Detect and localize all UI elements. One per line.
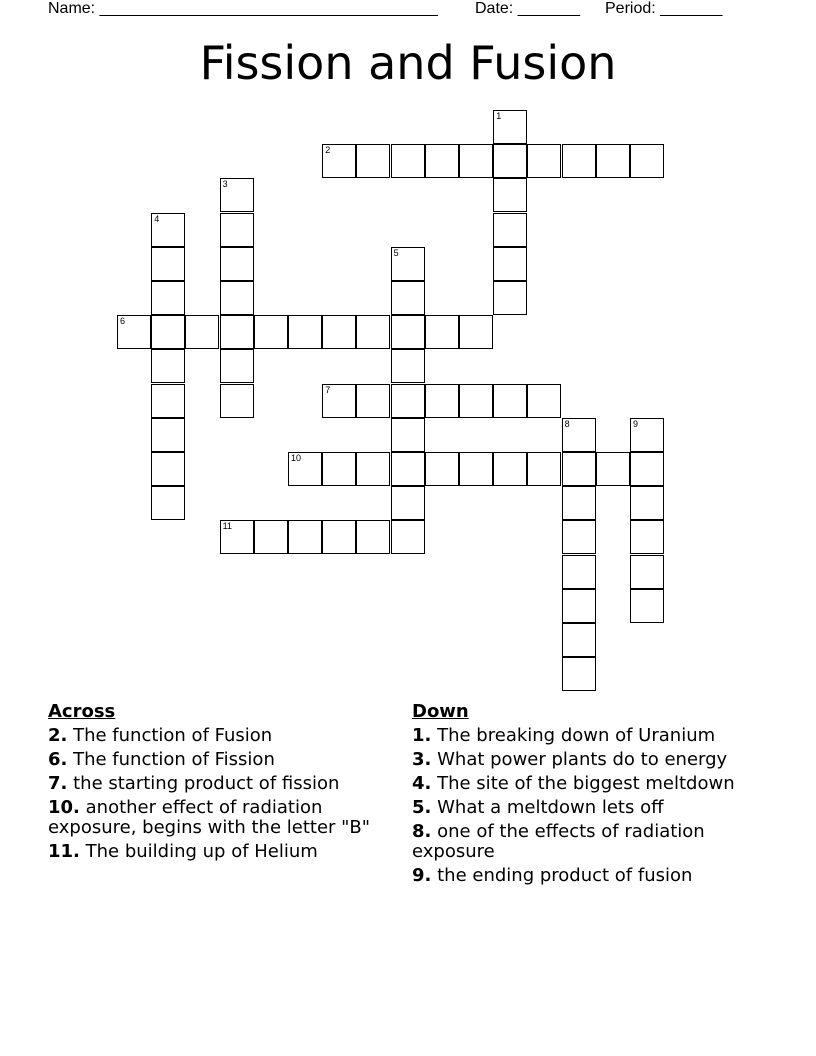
clue-item	[412, 750, 772, 770]
grid-cell[interactable]	[493, 144, 527, 178]
grid-cell[interactable]	[425, 315, 459, 349]
grid-cell[interactable]	[151, 384, 185, 418]
grid-cell[interactable]	[220, 384, 254, 418]
clue-number: 11.	[48, 841, 80, 862]
grid-cell[interactable]	[220, 281, 254, 315]
grid-cell[interactable]	[527, 384, 561, 418]
clue-number: 8.	[412, 821, 432, 842]
clue-item	[412, 866, 772, 886]
clue-number: 6.	[48, 749, 68, 770]
grid-cell[interactable]	[527, 452, 561, 486]
grid-cell[interactable]	[151, 247, 185, 281]
clue-text: What a meltdown lets off	[437, 797, 664, 818]
across-heading: Across	[48, 701, 116, 722]
clue-number: 2	[325, 145, 331, 156]
grid-cell[interactable]	[459, 384, 493, 418]
grid-cell[interactable]	[288, 520, 322, 554]
grid-cell[interactable]	[391, 486, 425, 520]
grid-cell[interactable]	[630, 452, 664, 486]
grid-cell[interactable]	[493, 213, 527, 247]
grid-cell[interactable]	[356, 315, 390, 349]
clue-text: the ending product of fusion	[437, 865, 693, 886]
grid-cell[interactable]	[459, 452, 493, 486]
grid-cell[interactable]	[356, 384, 390, 418]
clue-item	[48, 774, 408, 794]
grid-cell[interactable]	[185, 315, 219, 349]
grid-cell[interactable]	[493, 281, 527, 315]
grid-cell[interactable]	[459, 315, 493, 349]
grid-cell[interactable]	[391, 520, 425, 554]
across-clue-list	[48, 726, 408, 862]
clue-item	[48, 842, 408, 862]
clue-number: 1.	[412, 725, 432, 746]
grid-cell[interactable]	[493, 452, 527, 486]
grid-cell[interactable]	[391, 418, 425, 452]
grid-cell[interactable]	[562, 657, 596, 691]
grid-cell[interactable]	[356, 452, 390, 486]
grid-cell[interactable]	[151, 315, 185, 349]
down-heading: Down	[412, 701, 469, 722]
grid-cell[interactable]	[562, 555, 596, 589]
clue-number: 11	[222, 521, 232, 532]
clue-number: 7.	[48, 773, 68, 794]
clue-text: The function of Fission	[73, 749, 275, 770]
grid-cell[interactable]	[562, 486, 596, 520]
clue-number: 4	[154, 213, 160, 224]
grid-cell[interactable]	[151, 349, 185, 383]
grid-cell[interactable]	[151, 418, 185, 452]
grid-cell[interactable]	[562, 418, 596, 452]
grid-cell[interactable]	[288, 452, 322, 486]
grid-cell[interactable]	[391, 281, 425, 315]
period-field-label: Period: _______	[605, 0, 723, 17]
grid-cell[interactable]	[151, 213, 185, 247]
clue-number: 10	[291, 453, 302, 463]
grid-cell[interactable]	[391, 144, 425, 178]
clue-number: 1	[496, 111, 502, 121]
clue-text: The breaking down of Uranium	[437, 725, 716, 746]
grid-cell[interactable]	[630, 555, 664, 589]
grid-cell[interactable]	[562, 589, 596, 623]
clue-text: What power plants do to energy	[437, 749, 728, 770]
grid-cell[interactable]	[459, 144, 493, 178]
grid-cell[interactable]	[493, 247, 527, 281]
grid-cell[interactable]	[562, 623, 596, 657]
down-clue-list	[412, 726, 772, 886]
clue-item	[48, 798, 408, 838]
clue-item	[48, 750, 408, 770]
grid-cell[interactable]	[254, 315, 288, 349]
across-clues	[48, 702, 408, 866]
clue-item	[412, 726, 772, 746]
grid-cell[interactable]	[391, 349, 425, 383]
clue-number: 5	[393, 247, 399, 258]
grid-cell[interactable]	[562, 144, 596, 178]
grid-cell[interactable]	[220, 520, 254, 554]
grid-cell[interactable]	[254, 520, 288, 554]
name-field-label: Name: ______________________________________	[48, 0, 438, 17]
clue-text: The function of Fusion	[73, 725, 273, 746]
grid-cell[interactable]	[562, 520, 596, 554]
grid-cell[interactable]	[220, 349, 254, 383]
grid-cell[interactable]	[630, 589, 664, 623]
grid-cell[interactable]	[425, 144, 459, 178]
grid-cell[interactable]	[322, 520, 356, 554]
grid-cell[interactable]	[322, 384, 356, 418]
clue-text: the starting product of fission	[73, 773, 340, 794]
grid-cell[interactable]	[322, 315, 356, 349]
clue-item	[412, 822, 772, 862]
clue-number: 2.	[48, 725, 68, 746]
down-clues	[412, 702, 772, 890]
grid-cell[interactable]	[630, 144, 664, 178]
clue-number: 7	[325, 384, 331, 395]
grid-cell[interactable]	[288, 315, 322, 349]
clue-number: 3.	[412, 749, 432, 770]
grid-cell[interactable]	[630, 418, 664, 452]
grid-cell[interactable]	[493, 178, 527, 212]
clue-number: 8	[564, 418, 570, 429]
grid-cell[interactable]	[596, 452, 630, 486]
grid-cell[interactable]	[322, 144, 356, 178]
grid-cell[interactable]	[391, 452, 425, 486]
clue-text: another effect of radiation exposure, begins with the letter "B"	[48, 797, 371, 838]
grid-cell[interactable]	[151, 486, 185, 520]
grid-cell[interactable]	[596, 144, 630, 178]
page-title: Fission and Fusion	[199, 36, 617, 90]
clue-number: 3	[222, 179, 228, 190]
grid-cell[interactable]	[220, 213, 254, 247]
grid-cell[interactable]	[630, 520, 664, 554]
grid-cell[interactable]	[425, 384, 459, 418]
grid-cell[interactable]	[527, 144, 561, 178]
clue-number: 9	[633, 418, 639, 429]
grid-cell[interactable]	[220, 247, 254, 281]
clue-item	[412, 774, 772, 794]
grid-cell[interactable]	[630, 486, 664, 520]
clue-text: The site of the biggest meltdown	[437, 773, 735, 794]
grid-cell[interactable]	[151, 281, 185, 315]
clue-number: 6	[120, 316, 126, 327]
clue-item	[412, 798, 772, 818]
grid-cell[interactable]	[117, 315, 151, 349]
clue-text: The building up of Helium	[85, 841, 318, 862]
clue-number: 10.	[48, 797, 80, 818]
clue-text: one of the effects of radiation exposure	[412, 821, 705, 862]
clue-number: 4.	[412, 773, 432, 794]
grid-cell[interactable]	[391, 384, 425, 418]
grid-cell[interactable]	[425, 452, 459, 486]
clue-number: 9.	[412, 865, 432, 886]
grid-cell[interactable]	[322, 452, 356, 486]
grid-cell[interactable]	[220, 315, 254, 349]
grid-cell[interactable]	[493, 384, 527, 418]
grid-cell[interactable]	[562, 452, 596, 486]
grid-cell[interactable]	[220, 178, 254, 212]
clue-number: 5.	[412, 797, 432, 818]
clue-item	[48, 726, 408, 746]
grid-cell[interactable]	[356, 520, 390, 554]
grid-cell[interactable]	[391, 315, 425, 349]
date-field-label: Date: _______	[475, 0, 580, 17]
grid-cell[interactable]	[391, 247, 425, 281]
grid-cell[interactable]	[493, 110, 527, 144]
grid-cell[interactable]	[356, 144, 390, 178]
grid-cell[interactable]	[151, 452, 185, 486]
